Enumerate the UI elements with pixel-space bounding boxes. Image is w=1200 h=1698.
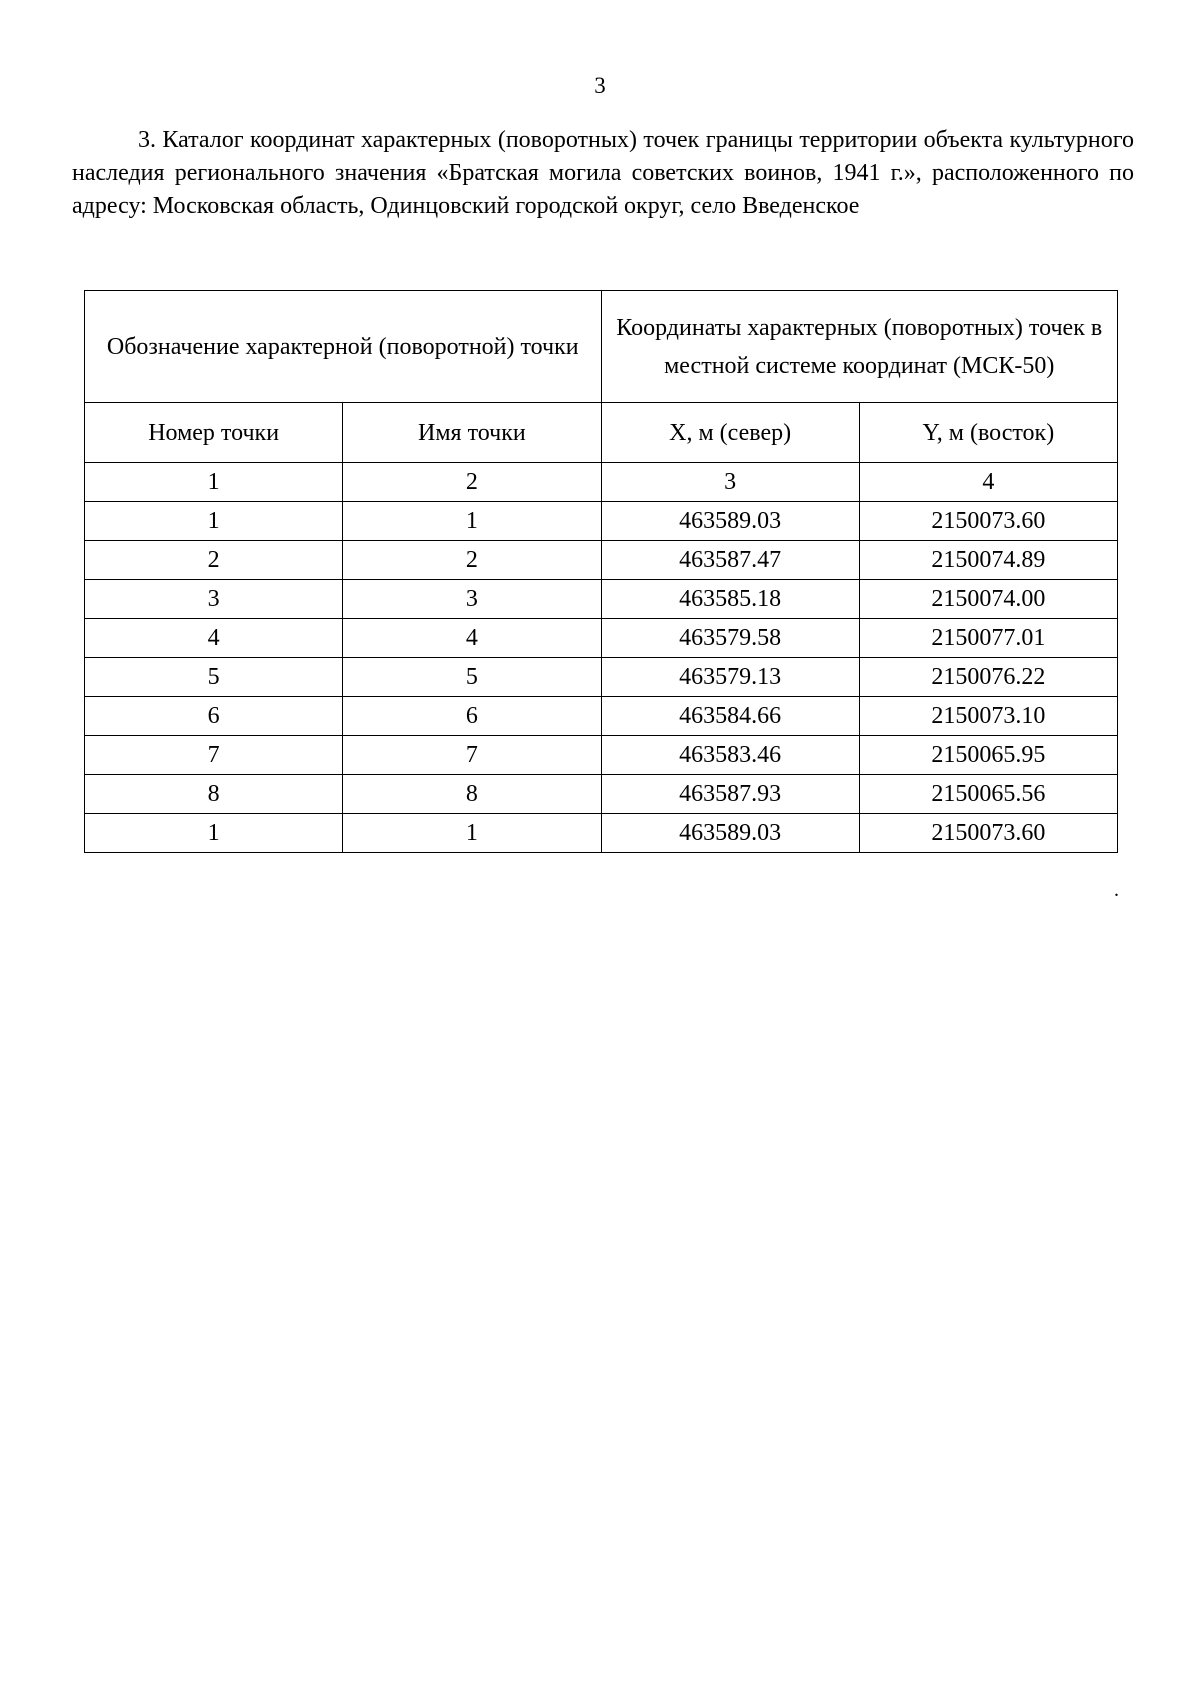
column-index-cell: 4	[859, 463, 1117, 502]
point-name-cell: 3	[343, 580, 601, 619]
point-number-cell: 6	[85, 697, 343, 736]
y-coordinate-cell: 2150073.60	[859, 814, 1117, 853]
x-coordinate-cell: 463584.66	[601, 697, 859, 736]
catalog-intro-paragraph: 3. Каталог координат характерных (поворотных) точек границы территории объекта культурного наследия регионального значения «Братская могила советских воинов, 1941 г.», расположенного по адресу: Московская область, Одинцовский городской округ, село Введенское	[72, 127, 1134, 219]
point-name-cell: 6	[343, 697, 601, 736]
page-number: 3	[594, 73, 606, 98]
point-name-cell: 5	[343, 658, 601, 697]
point-number-cell: 1	[85, 814, 343, 853]
y-coordinate-cell: 2150065.56	[859, 775, 1117, 814]
point-number-cell: 3	[85, 580, 343, 619]
x-coordinate-cell: 463579.58	[601, 619, 859, 658]
point-name-cell: 8	[343, 775, 601, 814]
x-coordinate-cell: 463579.13	[601, 658, 859, 697]
point-name-cell: 1	[343, 814, 601, 853]
column-header-point-number: Номер точки	[85, 403, 343, 463]
point-designation-header: Обозначение характерной (поворотной) точки	[85, 291, 602, 403]
table-row	[85, 814, 1118, 853]
coordinates-header: Координаты характерных (поворотных) точек в местной системе координат (МСК-50)	[601, 291, 1118, 403]
point-name-cell: 4	[343, 619, 601, 658]
point-name-cell: 2	[343, 541, 601, 580]
point-number-cell: 4	[85, 619, 343, 658]
x-coordinate-cell: 463589.03	[601, 814, 859, 853]
column-index-cell: 1	[85, 463, 343, 502]
x-coordinate-cell: 463585.18	[601, 580, 859, 619]
column-header-y: Y, м (восток)	[859, 403, 1117, 463]
column-index-cell: 3	[601, 463, 859, 502]
point-number-cell: 2	[85, 541, 343, 580]
point-number-cell: 7	[85, 736, 343, 775]
table-row	[85, 541, 1118, 580]
point-number-cell: 8	[85, 775, 343, 814]
y-coordinate-cell: 2150065.95	[859, 736, 1117, 775]
table-column-header-row	[85, 403, 1118, 463]
y-coordinate-cell: 2150076.22	[859, 658, 1117, 697]
trailing-period-mark: .	[1114, 879, 1119, 901]
column-index-cell: 2	[343, 463, 601, 502]
x-coordinate-cell: 463583.46	[601, 736, 859, 775]
y-coordinate-cell: 2150073.60	[859, 502, 1117, 541]
table-row	[85, 658, 1118, 697]
x-coordinate-cell: 463587.93	[601, 775, 859, 814]
y-coordinate-cell: 2150077.01	[859, 619, 1117, 658]
point-name-cell: 1	[343, 502, 601, 541]
table-row	[85, 619, 1118, 658]
point-number-cell: 1	[85, 502, 343, 541]
table-row	[85, 736, 1118, 775]
table-header-group-row	[85, 291, 1118, 403]
point-name-cell: 7	[343, 736, 601, 775]
point-number-cell: 5	[85, 658, 343, 697]
y-coordinate-cell: 2150073.10	[859, 697, 1117, 736]
table-row	[85, 775, 1118, 814]
table-row	[85, 580, 1118, 619]
x-coordinate-cell: 463587.47	[601, 541, 859, 580]
column-header-point-name: Имя точки	[343, 403, 601, 463]
column-index-row	[85, 463, 1118, 502]
column-header-x: X, м (север)	[601, 403, 859, 463]
coordinates-table	[84, 290, 1118, 853]
y-coordinate-cell: 2150074.00	[859, 580, 1117, 619]
table-row	[85, 502, 1118, 541]
x-coordinate-cell: 463589.03	[601, 502, 859, 541]
table-row	[85, 697, 1118, 736]
y-coordinate-cell: 2150074.89	[859, 541, 1117, 580]
